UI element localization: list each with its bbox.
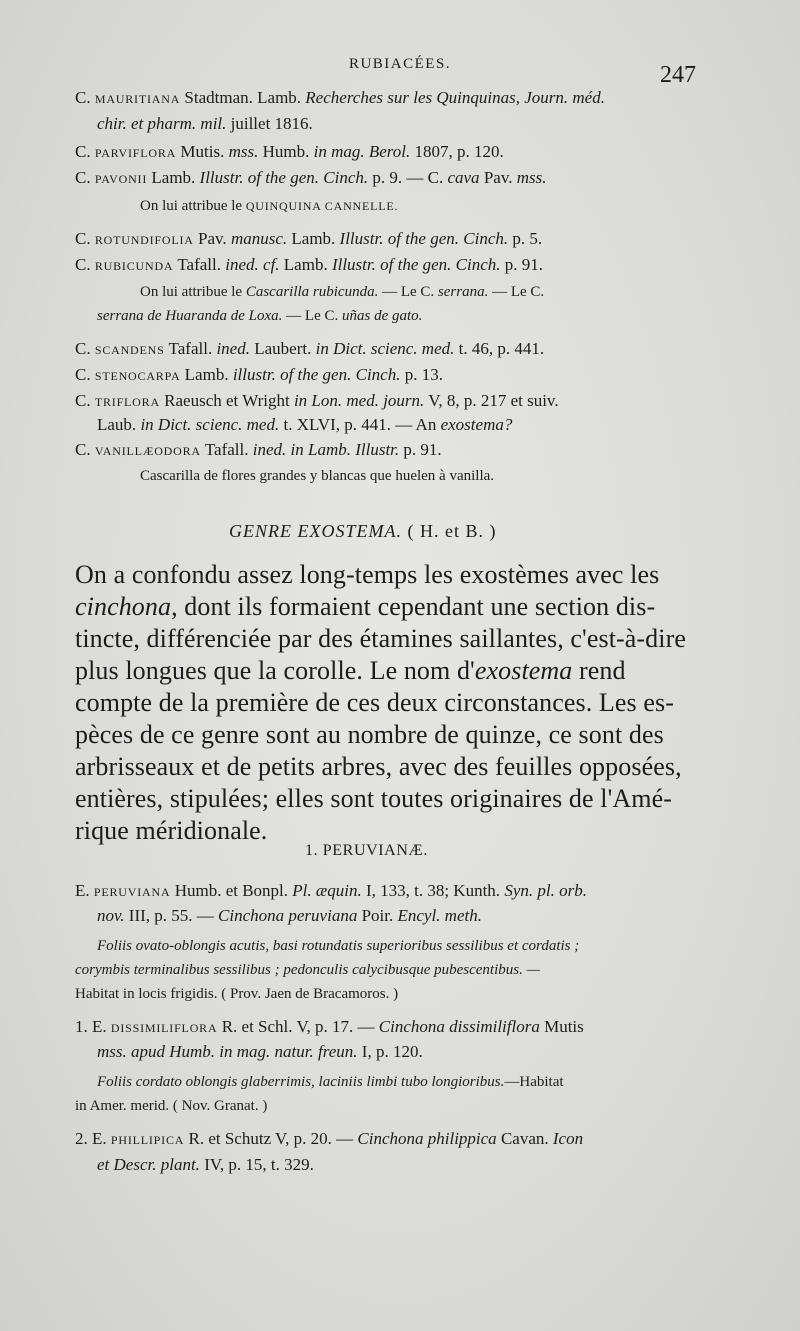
description-line: Foliis ovato-oblongis acutis, basi rotundatis superioribus sessilibus et cordatis ; xyxy=(97,938,580,954)
note-vanilla: Cascarilla de flores grandes y blancas que huelen à vanilla. xyxy=(140,468,495,484)
intro-line: cinchona, dont ils formaient cependant une section dis- xyxy=(75,592,656,621)
entry-scandens: C. SCANDENS Tafall. ined. Laubert. in Dict. scienc. med. t. 46, p. 441. xyxy=(75,339,545,358)
entry-pavonii: C. PAVONII Lamb. Illustr. of the gen. Cinch. p. 9. — C. cava Pav. mss. xyxy=(75,168,547,187)
genre-heading: GENRE EXOSTEMA. ( H. et B. ) xyxy=(229,521,497,541)
page-number: 247 xyxy=(660,62,696,88)
intro-line: On a confondu assez long-temps les exostèmes avec les xyxy=(75,560,660,589)
intro-line: entières, stipulées; elles sont toutes originaires de l'Amé- xyxy=(75,784,672,813)
entry-stenocarpa: C. STENOCARPA Lamb. illustr. of the gen. Cinch. p. 13. xyxy=(75,365,443,384)
entry-vanillaeodora: C. VANILLÆODORA Tafall. ined. in Lamb. Illustr. p. 91. xyxy=(75,440,442,459)
description-line: Foliis cordato oblongis glaberrimis, laciniis limbi tubo longioribus.—Habitat xyxy=(97,1074,564,1090)
intro-line: compte de la première de ces deux circonstances. Les es- xyxy=(75,688,674,717)
entry-mauritiana: C. MAURITIANA Stadtman. Lamb. Recherches sur les Quinquinas, Journ. méd. xyxy=(75,88,605,107)
intro-line: arbrisseaux et de petits arbres, avec des feuilles opposées, xyxy=(75,752,682,781)
running-header: RUBIACÉES. xyxy=(348,56,452,72)
description-line: Habitat in locis frigidis. ( Prov. Jaen de Bracamoros. ) xyxy=(75,986,399,1002)
note-rubicunda-line1: On lui attribue le Cascarilla rubicunda. — Le C. serrana. — Le C. xyxy=(140,284,545,300)
description-line: corymbis terminalibus sessilibus ; pedonculis calycibusque pubescentibus. — xyxy=(75,962,540,978)
note-quinquina: On lui attribue le QUINQUINA CANNELLE. xyxy=(140,198,399,214)
entry-philippica: 2. E. PHILLIPICA R. et Schutz V, p. 20. — Cinchona philippica Cavan. Icon xyxy=(75,1129,584,1148)
section-heading: 1. PERUVIANÆ. xyxy=(305,842,428,859)
entry-rotundifolia: C. ROTUNDIFOLIA Pav. manusc. Lamb. Illustr. of the gen. Cinch. p. 5. xyxy=(75,229,543,248)
entry-parviflora: C. PARVIFLORA Mutis. mss. Humb. in mag. Berol. 1807, p. 120. xyxy=(75,142,504,161)
entry-peruviana: E. PERUVIANA Humb. et Bonpl. Pl. æquin. I, 133, t. 38; Kunth. Syn. pl. orb. xyxy=(75,881,587,900)
entry-triflora: C. TRIFLORA Raeusch et Wright in Lon. med. journ. V, 8, p. 217 et suiv. xyxy=(75,391,559,410)
description-line: in Amer. merid. ( Nov. Granat. ) xyxy=(75,1098,268,1114)
entry-peruviana-line2: nov. III, p. 55. — Cinchona peruviana Poir. Encyl. meth. xyxy=(97,906,482,925)
intro-line: pèces de ce genre sont au nombre de quinze, ce sont des xyxy=(75,720,664,749)
intro-line: plus longues que la corolle. Le nom d'exostema rend xyxy=(75,656,626,685)
epithet: MAURITIANA xyxy=(94,92,181,106)
entry-dissimiliflora: 1. E. DISSIMILIFLORA R. et Schl. V, p. 17. — Cinchona dissimiliflora Mutis xyxy=(75,1017,584,1036)
entry-mauritiana-line2: chir. et pharm. mil. juillet 1816. xyxy=(97,114,313,133)
note-rubicunda-line2: serrana de Huaranda de Loxa. — Le C. uñas de gato. xyxy=(97,308,423,324)
entry-dissimiliflora-line2: mss. apud Humb. in mag. natur. freun. I, p. 120. xyxy=(97,1042,423,1061)
intro-line: tincte, différenciée par des étamines saillantes, c'est-à-dire xyxy=(75,624,687,653)
intro-line: rique méridionale. xyxy=(75,816,268,845)
entry-triflora-line2: Laub. in Dict. scienc. med. t. XLVI, p. 441. — An exostema? xyxy=(97,415,513,434)
entry-philippica-line2: et Descr. plant. IV, p. 15, t. 329. xyxy=(97,1155,314,1174)
entry-rubicunda: C. RUBICUNDA Tafall. ined. cf. Lamb. Illustr. of the gen. Cinch. p. 91. xyxy=(75,255,544,274)
